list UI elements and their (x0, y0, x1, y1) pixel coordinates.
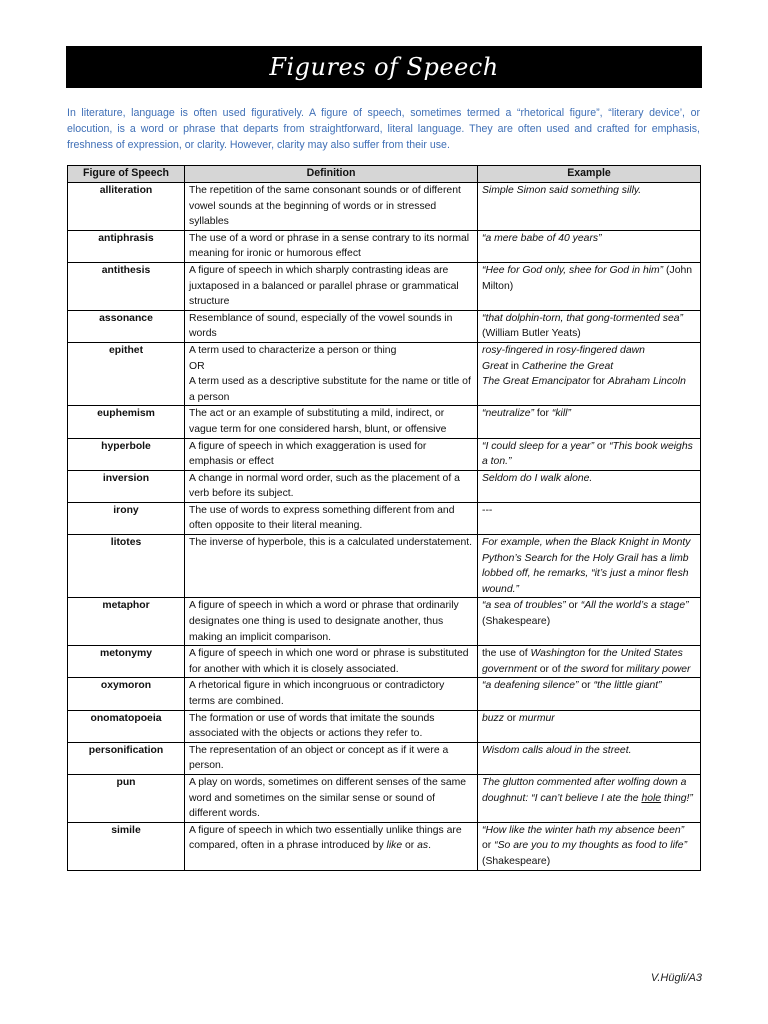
figure-example: “a deafening silence” or “the little giant” (478, 678, 701, 710)
figure-term: simile (68, 822, 185, 870)
figure-term: antiphrasis (68, 230, 185, 262)
figure-definition: A figure of speech in which two essentially unlike things are compared, often in a phrase introduced by like or as. (185, 822, 478, 870)
table-row (68, 502, 701, 534)
page-title: Figures of Speech (269, 53, 499, 81)
footer-author: V.Hügli/A3 (650, 972, 702, 984)
figure-definition: The use of a word or phrase in a sense contrary to its normal meaning for ironic or humorous effect (185, 230, 478, 262)
table-row (68, 183, 701, 231)
table-row (68, 342, 701, 405)
figure-term: irony (68, 502, 185, 534)
table-row (68, 742, 701, 774)
table-row (68, 470, 701, 502)
figure-term: inversion (68, 470, 185, 502)
figure-example: For example, when the Black Knight in Monty Python’s Search for the Holy Grail has a limb lobbed off, he remarks, “it’s just a minor flesh wound.” (478, 535, 701, 598)
figure-example: rosy-fingered in rosy-fingered dawn Great in Catherine the Great The Great Emancipator for Abraham Lincoln (478, 342, 701, 405)
figure-example: buzz or murmur (478, 710, 701, 742)
header-definition: Definition (185, 166, 478, 183)
table-row (68, 822, 701, 870)
figure-definition: A figure of speech in which one word or phrase is substituted for another with which it is closely associated. (185, 646, 478, 678)
figure-term: metonymy (68, 646, 185, 678)
table-row (68, 406, 701, 438)
figure-term: metaphor (68, 598, 185, 646)
figure-definition: A play on words, sometimes on different senses of the same word and sometimes on the similar sense or sound of different words. (185, 774, 478, 822)
figure-definition: The use of words to express something different from and often opposite to their literal meaning. (185, 502, 478, 534)
table-row (68, 438, 701, 470)
figure-term: antithesis (68, 262, 185, 310)
figure-example: “neutralize” for “kill” (478, 406, 701, 438)
figure-term: euphemism (68, 406, 185, 438)
figure-definition: A change in normal word order, such as the placement of a verb before its subject. (185, 470, 478, 502)
table-row (68, 230, 701, 262)
figure-example: “a sea of troubles” or “All the world’s a stage” (Shakespeare) (478, 598, 701, 646)
figure-definition: A rhetorical figure in which incongruous or contradictory terms are combined. (185, 678, 478, 710)
figure-example: The glutton commented after wolfing down a doughnut: “I can’t believe I ate the hole thing!” (478, 774, 701, 822)
figures-table (67, 165, 701, 871)
figure-example: Simple Simon said something silly. (478, 183, 701, 231)
figure-term: litotes (68, 535, 185, 598)
header-example: Example (478, 166, 701, 183)
figure-definition: A figure of speech in which sharply contrasting ideas are juxtaposed in a balanced or parallel phrase or grammatical structure (185, 262, 478, 310)
figure-term: assonance (68, 310, 185, 342)
figure-example: “How like the winter hath my absence been” or “So are you to my thoughts as food to life” (Shakespeare) (478, 822, 701, 870)
header-figure: Figure of Speech (68, 166, 185, 183)
figure-term: alliteration (68, 183, 185, 231)
figure-example: the use of Washington for the United States government or of the sword for military power (478, 646, 701, 678)
table-header-row (68, 166, 701, 183)
table-row (68, 678, 701, 710)
figure-definition: A term used to characterize a person or thing OR A term used as a descriptive substitute for the name or title of a person (185, 342, 478, 405)
table-row (68, 710, 701, 742)
table-row (68, 774, 701, 822)
table-row (68, 598, 701, 646)
intro-paragraph: In literature, language is often used figuratively. A figure of speech, sometimes termed a “rhetorical figure”, “literary device’, or elocution, is a word or phrase that departs from straightforward, literal language. They are often used and crafted for emphasis, freshness of expression, or clarity. However, clarity may also suffer from their use. (67, 107, 700, 151)
figure-example: “I could sleep for a year” or “This book weighs a ton.” (478, 438, 701, 470)
table-row (68, 535, 701, 598)
figure-example: Wisdom calls aloud in the street. (478, 742, 701, 774)
figure-example: “a mere babe of 40 years” (478, 230, 701, 262)
figure-definition: Resemblance of sound, especially of the vowel sounds in words (185, 310, 478, 342)
figure-example: “that dolphin-torn, that gong-tormented sea” (William Butler Yeats) (478, 310, 701, 342)
figure-term: onomatopoeia (68, 710, 185, 742)
figure-definition: The formation or use of words that imitate the sounds associated with the objects or actions they refer to. (185, 710, 478, 742)
table-row (68, 262, 701, 310)
figure-term: epithet (68, 342, 185, 405)
figure-example: Seldom do I walk alone. (478, 470, 701, 502)
figure-example: “Hee for God only, shee for God in him” (John Milton) (478, 262, 701, 310)
figure-term: pun (68, 774, 185, 822)
figure-example: --- (478, 502, 701, 534)
title-banner (66, 46, 702, 88)
figure-term: personification (68, 742, 185, 774)
figure-definition: The inverse of hyperbole, this is a calculated understatement. (185, 535, 478, 598)
figure-definition: The repetition of the same consonant sounds or of different vowel sounds at the beginning of words or in stressed syllables (185, 183, 478, 231)
figure-definition: The act or an example of substituting a mild, indirect, or vague term for one considered harsh, blunt, or offensive (185, 406, 478, 438)
figure-definition: A figure of speech in which a word or phrase that ordinarily designates one thing is used to designate another, thus making an implicit comparison. (185, 598, 478, 646)
table-row (68, 310, 701, 342)
figure-definition: The representation of an object or concept as if it were a person. (185, 742, 478, 774)
table-row (68, 646, 701, 678)
figure-definition: A figure of speech in which exaggeration is used for emphasis or effect (185, 438, 478, 470)
figure-term: hyperbole (68, 438, 185, 470)
figure-term: oxymoron (68, 678, 185, 710)
